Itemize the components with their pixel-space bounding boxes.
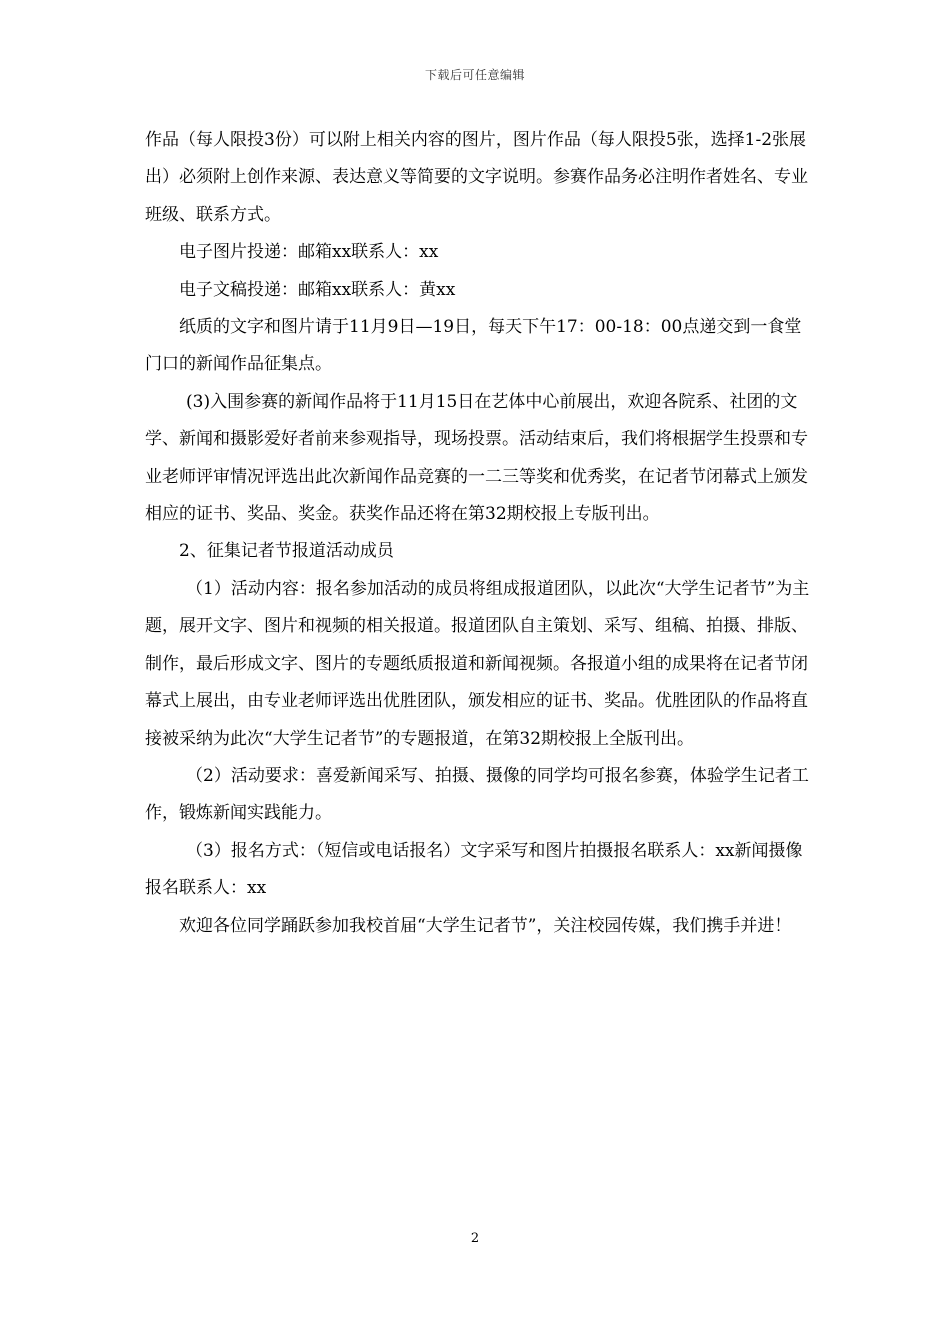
paragraph-activity-content: （1）活动内容：报名参加活动的成员将组成报道团队，以此次“大学生记者节”为主题，展开文字、图片和视频的相关报道。报道团队自主策划、采写、组稿、拍摄、排版、制作，最后形成文字、图片的专题纸质报道和新闻视频。各报道小组的成果将在记者节闭幕式上展出，由专业老师评选出优胜团队，颁发相应的证书、奖品。优胜团队的作品将直接被采纳为此次“大学生记者节”的专题报道，在第32期校报上全版刊出。 [145, 578, 810, 749]
paragraph-submission-rules: 作品（每人限投3份）可以附上相关内容的图片，图片作品（每人限投5张，选择1-2张展出）必须附上创作来源、表达意义等简要的文字说明。参赛作品务必注明作者姓名、专业班级、联系方式。 [145, 130, 808, 225]
paragraph-closing-invitation: 欢迎各位同学踊跃参加我校首届“大学生记者节”，关注校园传媒，我们携手并进！ [179, 915, 792, 936]
paragraph-paper-submission: 纸质的文字和图片请于11月9日—19日，每天下午17：00-18：00点递交到一食堂门口的新闻作品征集点。 [145, 317, 802, 375]
page-number: 2 [470, 1231, 480, 1246]
document-body [145, 122, 811, 945]
paragraph-image-submission: 电子图片投递：邮箱xx联系人：xx [179, 242, 439, 263]
paragraph-text-submission: 电子文稿投递：邮箱xx联系人：黄xx [179, 279, 456, 300]
paragraph-registration-method: （3）报名方式：（短信或电话报名）文字采写和图片拍摄报名联系人：xx新闻摄像报名联系人：xx [145, 840, 803, 899]
paragraph-activity-requirements: （2）活动要求：喜爱新闻采写、拍摄、摄像的同学均可报名参赛，体验学生记者工作，锻炼新闻实践能力。 [145, 765, 809, 824]
page-header-note: 下载后可任意编辑 [424, 68, 525, 82]
paragraph-exhibition: (3)入围参赛的新闻作品将于11月15日在艺体中心前展出，欢迎各院系、社团的文学、新闻和摄影爱好者前来参观指导，现场投票。活动结束后，我们将根据学生投票和专业老师评审情况评选出此次新闻作品竞赛的一二三等奖和优秀奖，在记者节闭幕式上颁发相应的证书、奖品、奖金。获奖作品还将在第32期校报上专版刊出。 [145, 391, 808, 525]
section-heading-reporting-team: 2、征集记者节报道活动成员 [179, 541, 394, 562]
